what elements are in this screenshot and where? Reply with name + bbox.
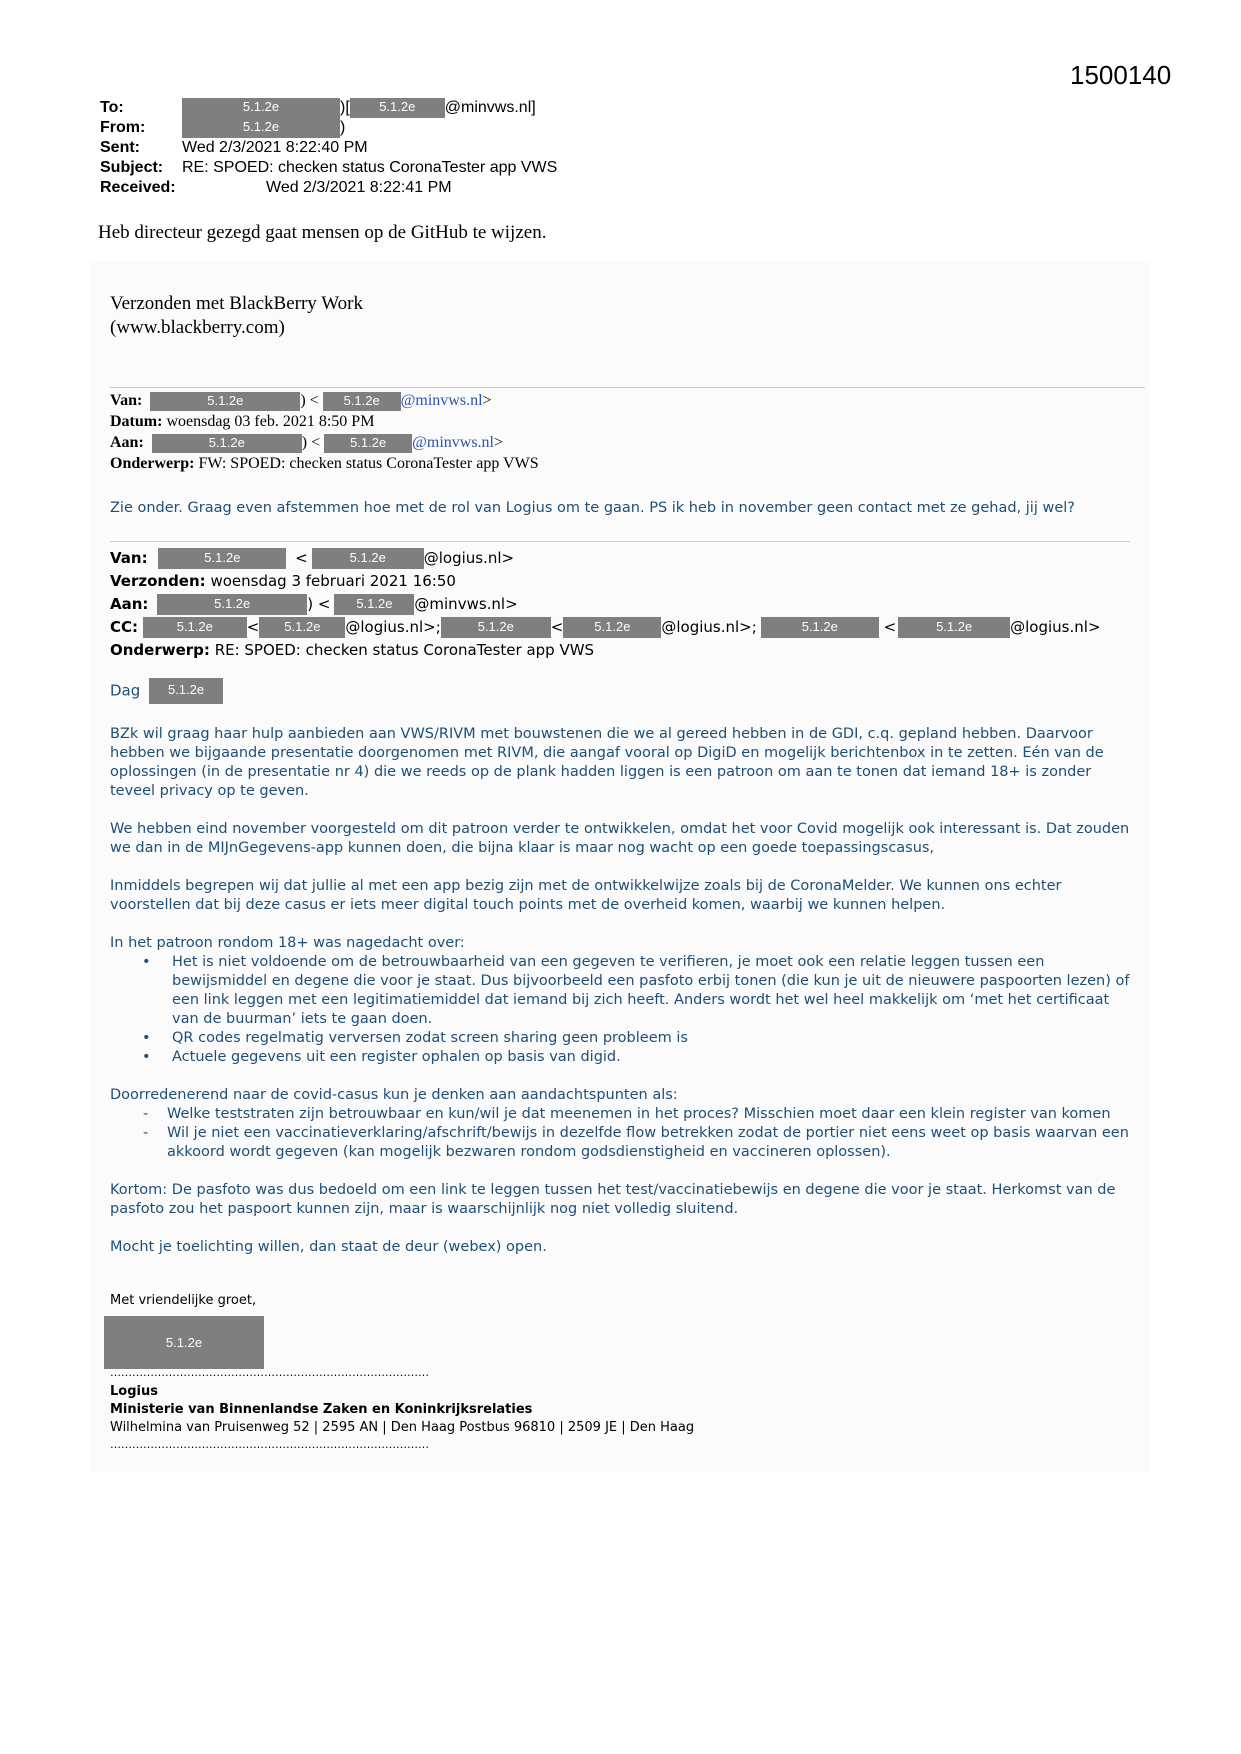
verzonden-label: Verzonden: <box>110 572 206 590</box>
redaction-box: 5.1.2e <box>441 617 551 638</box>
document-number: 1500140 <box>1070 60 1172 90</box>
van-row: Van: 5.1.2e ) < 5.1.2e @minvws.nl> <box>110 392 492 409</box>
aan-row: Aan: 5.1.2e ) < 5.1.2e @minvws.nl> <box>110 434 504 451</box>
van-label: Van: <box>110 392 143 409</box>
paragraph-intro: In het patroon rondom 18+ was nagedacht over: <box>110 935 465 951</box>
from-label: From: <box>100 119 146 136</box>
onderwerp-value: RE: SPOED: checken status CoronaTester app VWS <box>214 641 595 659</box>
paragraph: We hebben eind november voorgesteld om dit patroon verder te ontwikkelen, omdat het voor Covid mogelijk ook interessant is. Dat zouden we dan in de MIJnGegevens-app kunnen doen, die bijna klaar is maar nog wacht op een goede toepassingscasus, <box>110 821 1130 856</box>
aan-row: Aan: 5.1.2e ) < 5.1.2e @minvws.nl> <box>110 595 518 613</box>
sent-label: Sent: <box>100 139 140 156</box>
redaction-box: 5.1.2e <box>259 617 345 638</box>
datum-label: Datum: <box>110 413 163 430</box>
redaction-box: 5.1.2e <box>149 678 223 704</box>
email1-signature <box>110 292 363 340</box>
greeting <box>110 678 223 704</box>
onderwerp-label: Onderwerp: <box>110 455 195 472</box>
paragraph: Inmiddels begrepen wij dat jullie al met een app bezig zijn met de ontwikkelwijze zoals bij de CoronaMelder. We kunnen ons echter voorstellen dat bij deze casus er iets meer digital touch points met de overheid komen, waarbij we kunnen helpen. <box>110 878 1062 913</box>
list-item: • Actuele gegevens uit een register ophalen op basis van digid. <box>172 1048 1140 1067</box>
email3-header <box>110 547 1101 662</box>
bullet-list <box>110 953 1140 1067</box>
paragraph: BZk wil graag haar hulp aanbieden aan VWS/RIVM met bouwstenen die we al gereed hebben in de GDI, c.q. gepland hebben. Daarvoor hebben we bijgaande presentatie doorgenomen met RIVM, die aangaf vooral op DigiD en mogelijk berichtenbox in te zetten. Eén van de oplossingen (in de presentatie nr 4) die we reeds op de plank hadden liggen is een patroon om aan te tonen dat iemand 18+ is zonder teveel privacy op te geven. <box>110 726 1104 799</box>
onderwerp-label: Onderwerp: <box>110 641 210 659</box>
van-row: Van: 5.1.2e < 5.1.2e @logius.nl> <box>110 549 515 567</box>
redaction-box: 5.1.2e <box>150 392 300 411</box>
redaction-box: 5.1.2e <box>898 617 1010 638</box>
redaction-box: 5.1.2e <box>312 548 424 569</box>
cc-domain-3: @logius.nl> <box>1010 618 1101 636</box>
greeting-text: Dag <box>110 681 141 700</box>
verzonden-value: woensdag 3 februari 2021 16:50 <box>210 572 456 590</box>
redaction-box: 5.1.2e <box>182 118 340 138</box>
cc-label: CC: <box>110 618 139 636</box>
aan-label: Aan: <box>110 434 144 451</box>
datum-row <box>110 411 539 432</box>
redaction-box: 5.1.2e <box>324 434 412 453</box>
signature-line-1: Verzonden met BlackBerry Work <box>110 293 363 314</box>
org-name: Logius <box>110 1384 158 1399</box>
redaction-box: 5.1.2e <box>158 548 286 569</box>
to-separator: )[ <box>340 99 350 117</box>
redaction-box: 5.1.2e <box>761 617 879 638</box>
from-suffix: ) <box>340 119 346 137</box>
list-item: • Het is niet voldoende om de betrouwbaarheid van een gegeven te verifieren, je moet ook een relatie leggen tussen een bewijsmiddel en degene die voor je staat. Dus bijvoorbeeld een pasfoto erbij tonen (die kun je uit de nieuwere paspoorten lezen) of een link leggen met een legitimatiemiddel dat iemand bij zich heeft. Anders wordt het wel heel makkelijk om ‘met het certificaat van de buurman’ iets te gaan doen. <box>172 953 1140 1029</box>
van-domain: @logius.nl> <box>423 549 515 567</box>
redaction-box: 5.1.2e <box>323 392 401 411</box>
email2-header <box>110 390 539 474</box>
cc-domain-2: @logius.nl>; <box>661 618 757 636</box>
onderwerp-value: FW: SPOED: checken status CoronaTester app VWS <box>198 455 539 472</box>
redaction-box: 5.1.2e <box>182 98 340 118</box>
redaction-box: 5.1.2e <box>152 434 302 453</box>
dash-list <box>110 1105 1140 1162</box>
redaction-box: 5.1.2e <box>350 98 445 118</box>
signature-line-2: (www.blackberry.com) <box>110 317 285 338</box>
aan-label: Aan: <box>110 595 149 613</box>
received-value: Wed 2/3/2021 8:22:41 PM <box>266 179 452 196</box>
van-label: Van: <box>110 549 148 567</box>
divider <box>110 387 1145 388</box>
divider <box>110 541 1130 542</box>
aan-email-link[interactable]: @minvws.nl <box>412 434 494 451</box>
closing: Met vriendelijke groet, <box>110 1293 257 1308</box>
van-email-link[interactable]: @minvws.nl <box>400 392 483 409</box>
received-label: Received: <box>100 179 176 196</box>
paragraph: Kortom: De pasfoto was dus bedoeld om een link te leggen tussen het test/vaccinatiebewijs en degene die voor je staat. Herkomst van de pasfoto zou het paspoort kunnen zijn, maar is waarschijnlijk nog niet volledig sluitend. <box>110 1182 1116 1217</box>
to-domain: @minvws.nl] <box>444 99 536 117</box>
to-label: To: <box>100 99 124 116</box>
aan-domain: @minvws.nl> <box>414 595 518 613</box>
subject-value: RE: SPOED: checken status CoronaTester app VWS <box>182 159 558 176</box>
dotted-separator: …………………………………………………………………………… <box>110 1366 429 1379</box>
ministry-name: Ministerie van Binnenlandse Zaken en Koninkrijksrelaties <box>110 1402 533 1417</box>
email1-body: Heb directeur gezegd gaat mensen op de GitHub te wijzen. <box>98 222 547 243</box>
list-item: - Wil je niet een vaccinatieverklaring/afschrift/bewijs in dezelfde flow betrekken zodat de portier niet eens weet op basis waarvan een akkoord wordt gegeven (kan mogelijk bezwaren rondom godsdienstigheid en vaccineren oplossen). <box>167 1124 1140 1162</box>
verzonden-row <box>110 570 1101 593</box>
onderwerp-row <box>110 453 539 474</box>
dotted-separator: …………………………………………………………………………… <box>110 1438 429 1451</box>
paragraph: Mocht je toelichting willen, dan staat de deur (webex) open. <box>110 1239 547 1255</box>
onderwerp-row <box>110 639 1101 662</box>
redaction-box: 5.1.2e <box>104 1316 264 1369</box>
cc-domain-1: @logius.nl>; <box>345 618 441 636</box>
cc-row: CC: 5.1.2e < 5.1.2e @logius.nl>; 5.1.2e < 5.1.2e @logius.nl>; 5.1.2e < 5.1.2e @logius.nl> <box>110 618 1101 636</box>
redaction-box: 5.1.2e <box>143 617 247 638</box>
redaction-box: 5.1.2e <box>563 617 661 638</box>
email2-body: Zie onder. Graag even afstemmen hoe met de rol van Logius om te gaan. PS ik heb in november geen contact met ze gehad, jij wel? <box>110 500 1075 516</box>
list-item: • QR codes regelmatig verversen zodat screen sharing geen probleem is <box>172 1029 1140 1048</box>
subject-label: Subject: <box>100 159 164 176</box>
redaction-box: 5.1.2e <box>157 594 307 615</box>
email3-body <box>110 725 1140 1276</box>
paragraph-intro: Doorredenerend naar de covid-casus kun je denken aan aandachtspunten als: <box>110 1087 678 1103</box>
list-item: - Welke teststraten zijn betrouwbaar en kun/wil je dat meenemen in het proces? Misschien moet daar een klein register van komen <box>167 1105 1140 1124</box>
sent-value: Wed 2/3/2021 8:22:40 PM <box>182 139 368 156</box>
datum-value: woensdag 03 feb. 2021 8:50 PM <box>166 413 375 430</box>
redaction-box: 5.1.2e <box>334 594 414 615</box>
address: Wilhelmina van Pruisenweg 52 | 2595 AN | Den Haag Postbus 96810 | 2509 JE | Den Haag <box>110 1420 695 1435</box>
